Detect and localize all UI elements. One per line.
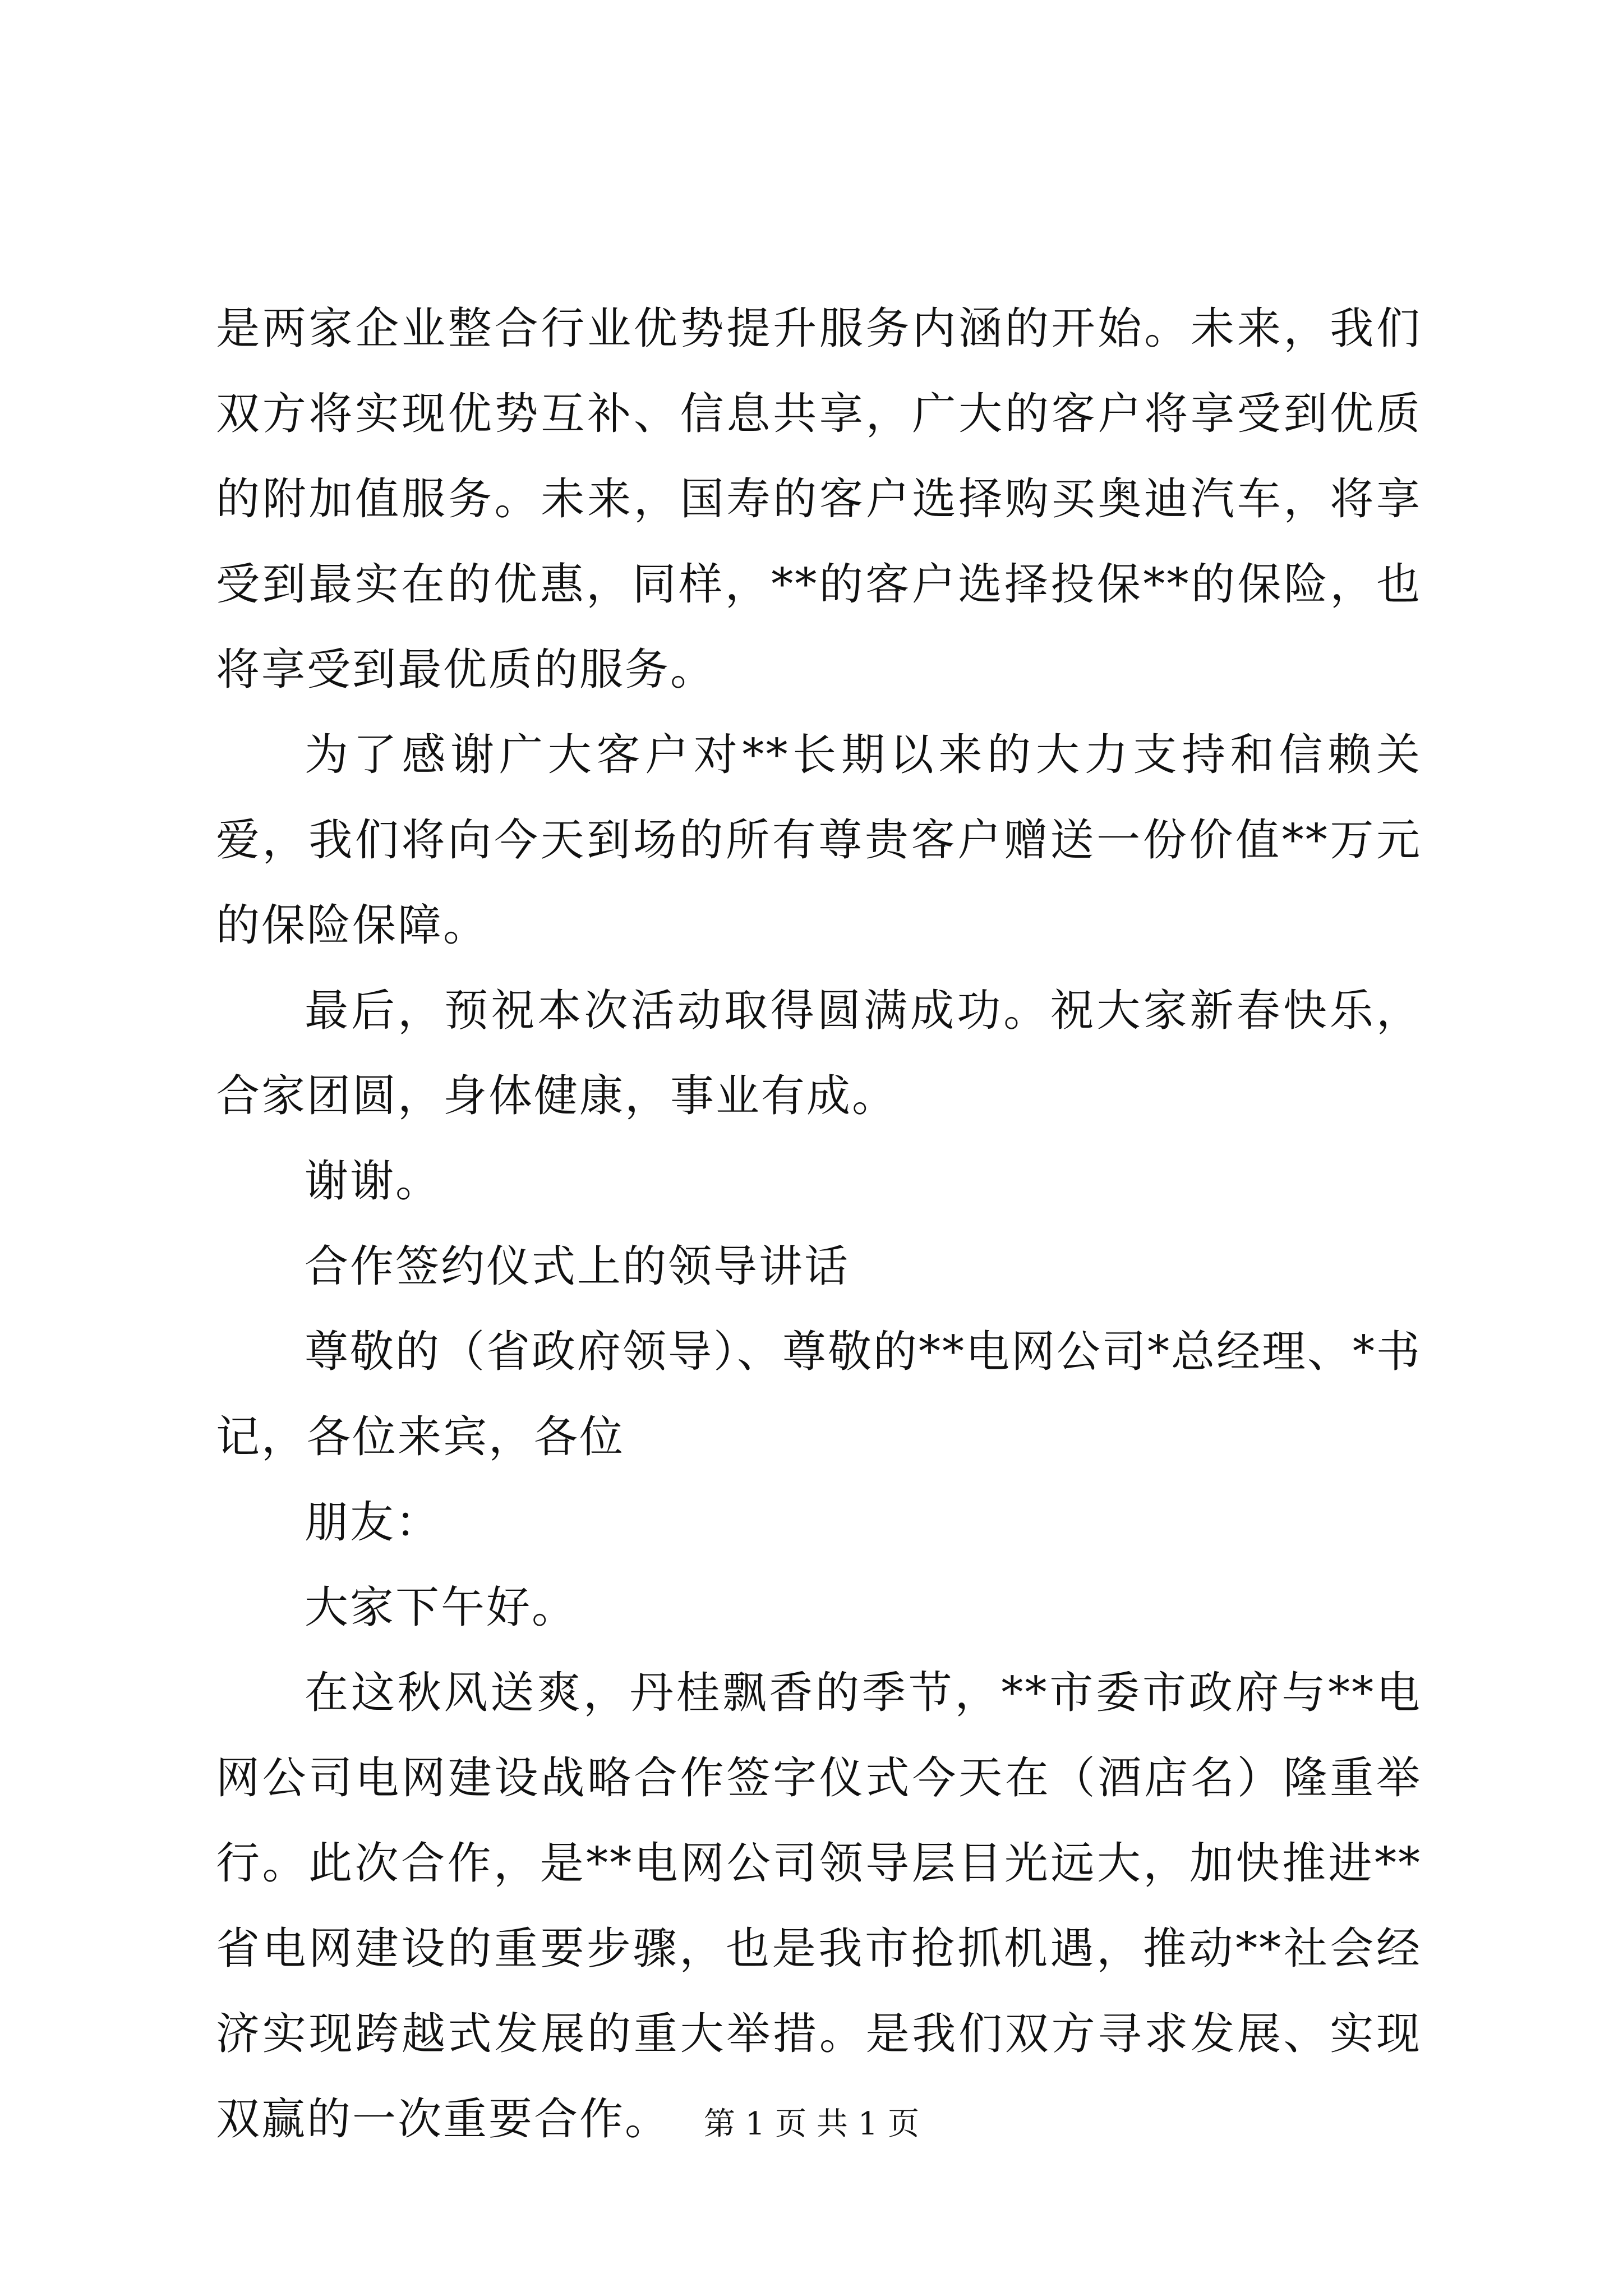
section-title: 合作签约仪式上的领导讲话	[305, 1241, 850, 1292]
paragraph-cooperation: 在这秋风送爽，丹桂飘香的季节，**市委市政府与**电网公司电网建设战略合作签字仪式今天在（酒店名）隆重举行。此次合作，是**电网公司领导层目光远大，加快推进**省电网建设的重要步骤，也是我市抢抓机遇，推动**社会经济实现跨越式发展的重大举措。是我们双方寻求发展、实现双赢的一次重要合作。	[216, 1668, 1422, 2145]
paragraph-closing-wishes: 最后，预祝本次活动取得圆满成功。祝大家新春快乐，合家团圆，身体健康，事业有成。	[216, 986, 1422, 1121]
paragraph-friends: 朋友：	[305, 1497, 441, 1548]
page-footer: 第 1 页 共 1 页	[703, 2106, 920, 2142]
paragraph-thank-you: 谢谢。	[305, 1156, 441, 1207]
paragraph-thanks-customers: 为了感谢广大客户对**长期以来的大力支持和信赖关爱，我们将向今天到场的所有尊贵客户赠送一份价值**万元的保险保障。	[216, 730, 1422, 951]
paragraph-greeting: 大家下午好。	[305, 1582, 578, 1633]
document-body	[216, 286, 1422, 2162]
paragraph-salutation: 尊敬的（省政府领导）、尊敬的**电网公司*总经理、*书记，各位来宾，各位	[216, 1327, 1422, 1462]
paragraph-continuation: 是两家企业整合行业优势提升服务内涵的开始。未来，我们双方将实现优势互补、信息共享，广大的客户将享受到优质的附加值服务。未来，国寿的客户选择购买奥迪汽车，将享受到最实在的优惠，同样，**的客户选择投保**的保险，也将享受到最优质的服务。	[216, 303, 1422, 695]
